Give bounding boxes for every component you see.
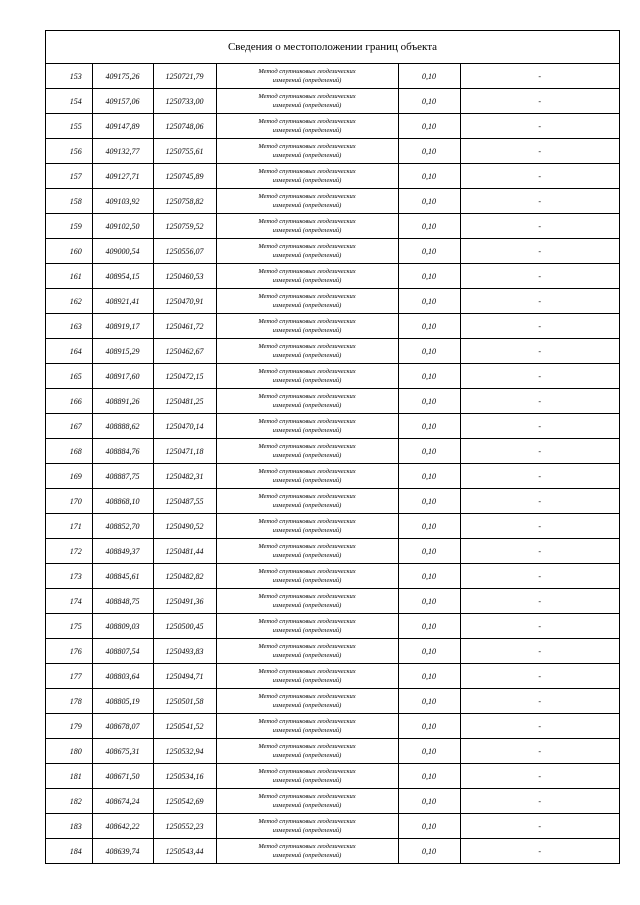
x-coordinate-cell: 408919,17 xyxy=(92,314,153,339)
point-number-cell: 174 xyxy=(46,589,92,614)
note-cell: - xyxy=(460,64,619,89)
accuracy-cell: 0,10 xyxy=(398,189,460,214)
point-number-cell: 159 xyxy=(46,214,92,239)
point-number-cell: 168 xyxy=(46,439,92,464)
method-text-line: Метод спутниковых геодезических xyxy=(258,568,356,575)
point-number-cell: 164 xyxy=(46,339,92,364)
table-row xyxy=(46,664,619,689)
note-cell: - xyxy=(460,189,619,214)
accuracy-cell: 0,10 xyxy=(398,789,460,814)
y-coordinate-cell: 1250556,07 xyxy=(153,239,216,264)
x-coordinate-cell: 408675,31 xyxy=(92,739,153,764)
y-coordinate-cell: 1250493,83 xyxy=(153,639,216,664)
accuracy-cell: 0,10 xyxy=(398,589,460,614)
note-cell: - xyxy=(460,639,619,664)
table-row xyxy=(46,764,619,789)
note-cell: - xyxy=(460,164,619,189)
note-cell: - xyxy=(460,139,619,164)
method-text-line: Метод спутниковых геодезических xyxy=(258,843,356,850)
method-text-line: измерений (определений) xyxy=(272,627,342,634)
method-cell xyxy=(216,664,398,689)
accuracy-cell: 0,10 xyxy=(398,139,460,164)
y-coordinate-cell: 1250470,14 xyxy=(153,414,216,439)
method-cell xyxy=(216,414,398,439)
method-text-line: измерений (определений) xyxy=(272,602,342,609)
method-cell xyxy=(216,589,398,614)
y-coordinate-cell: 1250552,23 xyxy=(153,814,216,839)
y-coordinate-cell: 1250733,00 xyxy=(153,89,216,114)
note-cell: - xyxy=(460,239,619,264)
accuracy-cell: 0,10 xyxy=(398,739,460,764)
x-coordinate-cell: 408642,22 xyxy=(92,814,153,839)
table-row xyxy=(46,539,619,564)
table-row xyxy=(46,589,619,614)
method-text-line: Метод спутниковых геодезических xyxy=(258,768,356,775)
method-text-line: измерений (определений) xyxy=(272,727,342,734)
note-cell: - xyxy=(460,214,619,239)
table-row xyxy=(46,489,619,514)
x-coordinate-cell: 408868,10 xyxy=(92,489,153,514)
table-row xyxy=(46,439,619,464)
method-cell xyxy=(216,839,398,864)
y-coordinate-cell: 1250543,44 xyxy=(153,839,216,864)
accuracy-cell: 0,10 xyxy=(398,764,460,789)
y-coordinate-cell: 1250755,61 xyxy=(153,139,216,164)
point-number-cell: 169 xyxy=(46,464,92,489)
method-text-line: измерений (определений) xyxy=(272,477,342,484)
method-text-line: Метод спутниковых геодезических xyxy=(258,693,356,700)
y-coordinate-cell: 1250471,18 xyxy=(153,439,216,464)
table-row xyxy=(46,414,619,439)
method-cell xyxy=(216,214,398,239)
accuracy-cell: 0,10 xyxy=(398,364,460,389)
method-cell xyxy=(216,189,398,214)
point-number-cell: 155 xyxy=(46,114,92,139)
method-text-line: измерений (определений) xyxy=(272,752,342,759)
x-coordinate-cell: 408915,29 xyxy=(92,339,153,364)
method-text-line: Метод спутниковых геодезических xyxy=(258,543,356,550)
note-cell: - xyxy=(460,89,619,114)
method-text-line: Метод спутниковых геодезических xyxy=(258,218,356,225)
accuracy-cell: 0,10 xyxy=(398,839,460,864)
method-text-line: измерений (определений) xyxy=(272,802,342,809)
boundary-table-sheet xyxy=(45,30,620,864)
y-coordinate-cell: 1250461,72 xyxy=(153,314,216,339)
method-cell xyxy=(216,539,398,564)
method-text-line: Метод спутниковых геодезических xyxy=(258,518,356,525)
accuracy-cell: 0,10 xyxy=(398,564,460,589)
y-coordinate-cell: 1250759,52 xyxy=(153,214,216,239)
point-number-cell: 163 xyxy=(46,314,92,339)
table-row xyxy=(46,639,619,664)
y-coordinate-cell: 1250481,25 xyxy=(153,389,216,414)
y-coordinate-cell: 1250500,45 xyxy=(153,614,216,639)
method-text-line: измерений (определений) xyxy=(272,252,342,259)
method-cell xyxy=(216,439,398,464)
table-row xyxy=(46,339,619,364)
method-text-line: измерений (определений) xyxy=(272,152,342,159)
method-text-line: измерений (определений) xyxy=(272,677,342,684)
table-row xyxy=(46,564,619,589)
note-cell: - xyxy=(460,764,619,789)
table-row xyxy=(46,814,619,839)
method-cell xyxy=(216,689,398,714)
table-row xyxy=(46,214,619,239)
method-text-line: измерений (определений) xyxy=(272,377,342,384)
point-number-cell: 184 xyxy=(46,839,92,864)
accuracy-cell: 0,10 xyxy=(398,514,460,539)
method-text-line: измерений (определений) xyxy=(272,827,342,834)
method-text-line: Метод спутниковых геодезических xyxy=(258,618,356,625)
note-cell: - xyxy=(460,664,619,689)
table-row xyxy=(46,839,619,864)
point-number-cell: 175 xyxy=(46,614,92,639)
method-cell xyxy=(216,64,398,89)
accuracy-cell: 0,10 xyxy=(398,264,460,289)
method-text-line: измерений (определений) xyxy=(272,527,342,534)
accuracy-cell: 0,10 xyxy=(398,714,460,739)
note-cell: - xyxy=(460,814,619,839)
note-cell: - xyxy=(460,564,619,589)
x-coordinate-cell: 409147,89 xyxy=(92,114,153,139)
y-coordinate-cell: 1250460,53 xyxy=(153,264,216,289)
method-cell xyxy=(216,739,398,764)
x-coordinate-cell: 408852,70 xyxy=(92,514,153,539)
x-coordinate-cell: 409127,71 xyxy=(92,164,153,189)
point-number-cell: 182 xyxy=(46,789,92,814)
method-cell xyxy=(216,339,398,364)
method-cell xyxy=(216,489,398,514)
method-text-line: измерений (определений) xyxy=(272,177,342,184)
accuracy-cell: 0,10 xyxy=(398,614,460,639)
accuracy-cell: 0,10 xyxy=(398,464,460,489)
note-cell: - xyxy=(460,714,619,739)
table-row xyxy=(46,189,619,214)
point-number-cell: 162 xyxy=(46,289,92,314)
x-coordinate-cell: 408921,41 xyxy=(92,289,153,314)
point-number-cell: 167 xyxy=(46,414,92,439)
accuracy-cell: 0,10 xyxy=(398,539,460,564)
method-text-line: измерений (определений) xyxy=(272,352,342,359)
table-row xyxy=(46,714,619,739)
method-cell xyxy=(216,164,398,189)
point-number-cell: 166 xyxy=(46,389,92,414)
point-number-cell: 177 xyxy=(46,664,92,689)
x-coordinate-cell: 408849,37 xyxy=(92,539,153,564)
method-cell xyxy=(216,714,398,739)
x-coordinate-cell: 409102,50 xyxy=(92,214,153,239)
method-text-line: Метод спутниковых геодезических xyxy=(258,668,356,675)
note-cell: - xyxy=(460,589,619,614)
method-cell xyxy=(216,314,398,339)
method-text-line: измерений (определений) xyxy=(272,552,342,559)
note-cell: - xyxy=(460,114,619,139)
method-text-line: Метод спутниковых геодезических xyxy=(258,143,356,150)
method-cell xyxy=(216,514,398,539)
y-coordinate-cell: 1250482,82 xyxy=(153,564,216,589)
y-coordinate-cell: 1250532,94 xyxy=(153,739,216,764)
point-number-cell: 173 xyxy=(46,564,92,589)
point-number-cell: 176 xyxy=(46,639,92,664)
method-text-line: измерений (определений) xyxy=(272,577,342,584)
table-row xyxy=(46,464,619,489)
method-cell xyxy=(216,639,398,664)
method-cell xyxy=(216,289,398,314)
note-cell: - xyxy=(460,389,619,414)
method-text-line: Метод спутниковых геодезических xyxy=(258,268,356,275)
note-cell: - xyxy=(460,289,619,314)
note-cell: - xyxy=(460,539,619,564)
method-text-line: Метод спутниковых геодезических xyxy=(258,643,356,650)
method-cell xyxy=(216,464,398,489)
method-text-line: измерений (определений) xyxy=(272,502,342,509)
y-coordinate-cell: 1250462,67 xyxy=(153,339,216,364)
y-coordinate-cell: 1250494,71 xyxy=(153,664,216,689)
x-coordinate-cell: 408884,76 xyxy=(92,439,153,464)
method-text-line: измерений (определений) xyxy=(272,127,342,134)
accuracy-cell: 0,10 xyxy=(398,689,460,714)
table-row xyxy=(46,314,619,339)
note-cell: - xyxy=(460,739,619,764)
note-cell: - xyxy=(460,489,619,514)
point-number-cell: 160 xyxy=(46,239,92,264)
method-text-line: измерений (определений) xyxy=(272,302,342,309)
method-text-line: Метод спутниковых геодезических xyxy=(258,68,356,75)
method-cell xyxy=(216,139,398,164)
table-row xyxy=(46,139,619,164)
accuracy-cell: 0,10 xyxy=(398,64,460,89)
x-coordinate-cell: 408888,62 xyxy=(92,414,153,439)
y-coordinate-cell: 1250748,06 xyxy=(153,114,216,139)
note-cell: - xyxy=(460,789,619,814)
method-text-line: измерений (определений) xyxy=(272,327,342,334)
method-cell xyxy=(216,814,398,839)
coordinates-table-body xyxy=(46,64,619,863)
method-text-line: измерений (определений) xyxy=(272,702,342,709)
method-text-line: измерений (определений) xyxy=(272,777,342,784)
y-coordinate-cell: 1250490,52 xyxy=(153,514,216,539)
method-text-line: Метод спутниковых геодезических xyxy=(258,368,356,375)
method-text-line: Метод спутниковых геодезических xyxy=(258,118,356,125)
table-row xyxy=(46,64,619,89)
method-text-line: измерений (определений) xyxy=(272,452,342,459)
table-row xyxy=(46,264,619,289)
method-text-line: Метод спутниковых геодезических xyxy=(258,718,356,725)
coordinates-table xyxy=(46,64,619,863)
method-text-line: Метод спутниковых геодезических xyxy=(258,593,356,600)
table-row xyxy=(46,739,619,764)
y-coordinate-cell: 1250758,82 xyxy=(153,189,216,214)
table-row xyxy=(46,364,619,389)
x-coordinate-cell: 408807,54 xyxy=(92,639,153,664)
method-cell xyxy=(216,239,398,264)
method-text-line: Метод спутниковых геодезических xyxy=(258,168,356,175)
x-coordinate-cell: 408845,61 xyxy=(92,564,153,589)
point-number-cell: 153 xyxy=(46,64,92,89)
method-text-line: Метод спутниковых геодезических xyxy=(258,343,356,350)
method-cell xyxy=(216,114,398,139)
method-text-line: Метод спутниковых геодезических xyxy=(258,468,356,475)
note-cell: - xyxy=(460,464,619,489)
x-coordinate-cell: 408848,75 xyxy=(92,589,153,614)
method-text-line: Метод спутниковых геодезических xyxy=(258,243,356,250)
note-cell: - xyxy=(460,839,619,864)
y-coordinate-cell: 1250487,55 xyxy=(153,489,216,514)
y-coordinate-cell: 1250534,16 xyxy=(153,764,216,789)
method-text-line: Метод спутниковых геодезических xyxy=(258,418,356,425)
y-coordinate-cell: 1250481,44 xyxy=(153,539,216,564)
point-number-cell: 180 xyxy=(46,739,92,764)
point-number-cell: 154 xyxy=(46,89,92,114)
point-number-cell: 157 xyxy=(46,164,92,189)
note-cell: - xyxy=(460,264,619,289)
accuracy-cell: 0,10 xyxy=(398,389,460,414)
accuracy-cell: 0,10 xyxy=(398,339,460,364)
method-cell xyxy=(216,364,398,389)
x-coordinate-cell: 408954,15 xyxy=(92,264,153,289)
method-text-line: Метод спутниковых геодезических xyxy=(258,493,356,500)
method-text-line: Метод спутниковых геодезических xyxy=(258,818,356,825)
table-row xyxy=(46,289,619,314)
point-number-cell: 183 xyxy=(46,814,92,839)
method-text-line: измерений (определений) xyxy=(272,277,342,284)
x-coordinate-cell: 409103,92 xyxy=(92,189,153,214)
table-row xyxy=(46,114,619,139)
accuracy-cell: 0,10 xyxy=(398,214,460,239)
point-number-cell: 179 xyxy=(46,714,92,739)
note-cell: - xyxy=(460,339,619,364)
table-row xyxy=(46,789,619,814)
x-coordinate-cell: 408917,60 xyxy=(92,364,153,389)
table-row xyxy=(46,514,619,539)
accuracy-cell: 0,10 xyxy=(398,239,460,264)
accuracy-cell: 0,10 xyxy=(398,89,460,114)
point-number-cell: 165 xyxy=(46,364,92,389)
note-cell: - xyxy=(460,314,619,339)
point-number-cell: 156 xyxy=(46,139,92,164)
method-cell xyxy=(216,264,398,289)
y-coordinate-cell: 1250721,79 xyxy=(153,64,216,89)
y-coordinate-cell: 1250745,89 xyxy=(153,164,216,189)
accuracy-cell: 0,10 xyxy=(398,114,460,139)
note-cell: - xyxy=(460,414,619,439)
note-cell: - xyxy=(460,439,619,464)
x-coordinate-cell: 409175,26 xyxy=(92,64,153,89)
accuracy-cell: 0,10 xyxy=(398,814,460,839)
method-cell xyxy=(216,389,398,414)
x-coordinate-cell: 409157,06 xyxy=(92,89,153,114)
method-text-line: Метод спутниковых геодезических xyxy=(258,443,356,450)
method-cell xyxy=(216,789,398,814)
method-cell xyxy=(216,89,398,114)
method-text-line: измерений (определений) xyxy=(272,427,342,434)
method-text-line: Метод спутниковых геодезических xyxy=(258,318,356,325)
accuracy-cell: 0,10 xyxy=(398,664,460,689)
method-text-line: Метод спутниковых геодезических xyxy=(258,193,356,200)
table-row xyxy=(46,89,619,114)
method-text-line: измерений (определений) xyxy=(272,77,342,84)
x-coordinate-cell: 409000,54 xyxy=(92,239,153,264)
accuracy-cell: 0,10 xyxy=(398,289,460,314)
point-number-cell: 181 xyxy=(46,764,92,789)
method-text-line: Метод спутниковых геодезических xyxy=(258,793,356,800)
note-cell: - xyxy=(460,689,619,714)
note-cell: - xyxy=(460,614,619,639)
y-coordinate-cell: 1250482,31 xyxy=(153,464,216,489)
point-number-cell: 172 xyxy=(46,539,92,564)
method-text-line: Метод спутниковых геодезических xyxy=(258,93,356,100)
x-coordinate-cell: 408678,07 xyxy=(92,714,153,739)
point-number-cell: 158 xyxy=(46,189,92,214)
x-coordinate-cell: 408891,26 xyxy=(92,389,153,414)
x-coordinate-cell: 408809,03 xyxy=(92,614,153,639)
table-row xyxy=(46,689,619,714)
method-cell xyxy=(216,614,398,639)
note-cell: - xyxy=(460,364,619,389)
method-text-line: измерений (определений) xyxy=(272,202,342,209)
accuracy-cell: 0,10 xyxy=(398,164,460,189)
accuracy-cell: 0,10 xyxy=(398,489,460,514)
table-row xyxy=(46,614,619,639)
method-text-line: измерений (определений) xyxy=(272,102,342,109)
x-coordinate-cell: 409132,77 xyxy=(92,139,153,164)
method-text-line: измерений (определений) xyxy=(272,227,342,234)
method-text-line: Метод спутниковых геодезических xyxy=(258,293,356,300)
accuracy-cell: 0,10 xyxy=(398,439,460,464)
note-cell: - xyxy=(460,514,619,539)
accuracy-cell: 0,10 xyxy=(398,639,460,664)
x-coordinate-cell: 408671,50 xyxy=(92,764,153,789)
method-cell xyxy=(216,564,398,589)
table-title: Сведения о местоположении границ объекта xyxy=(46,31,619,64)
x-coordinate-cell: 408674,24 xyxy=(92,789,153,814)
method-text-line: Метод спутниковых геодезических xyxy=(258,393,356,400)
x-coordinate-cell: 408805,19 xyxy=(92,689,153,714)
method-text-line: измерений (определений) xyxy=(272,652,342,659)
y-coordinate-cell: 1250542,69 xyxy=(153,789,216,814)
y-coordinate-cell: 1250501,58 xyxy=(153,689,216,714)
table-row xyxy=(46,164,619,189)
point-number-cell: 161 xyxy=(46,264,92,289)
method-cell xyxy=(216,764,398,789)
x-coordinate-cell: 408803,64 xyxy=(92,664,153,689)
method-text-line: Метод спутниковых геодезических xyxy=(258,743,356,750)
method-text-line: измерений (определений) xyxy=(272,852,342,859)
x-coordinate-cell: 408887,75 xyxy=(92,464,153,489)
y-coordinate-cell: 1250472,15 xyxy=(153,364,216,389)
table-row xyxy=(46,389,619,414)
x-coordinate-cell: 408639,74 xyxy=(92,839,153,864)
y-coordinate-cell: 1250541,52 xyxy=(153,714,216,739)
method-text-line: измерений (определений) xyxy=(272,402,342,409)
point-number-cell: 170 xyxy=(46,489,92,514)
y-coordinate-cell: 1250470,91 xyxy=(153,289,216,314)
point-number-cell: 178 xyxy=(46,689,92,714)
y-coordinate-cell: 1250491,36 xyxy=(153,589,216,614)
table-row xyxy=(46,239,619,264)
accuracy-cell: 0,10 xyxy=(398,414,460,439)
point-number-cell: 171 xyxy=(46,514,92,539)
accuracy-cell: 0,10 xyxy=(398,314,460,339)
